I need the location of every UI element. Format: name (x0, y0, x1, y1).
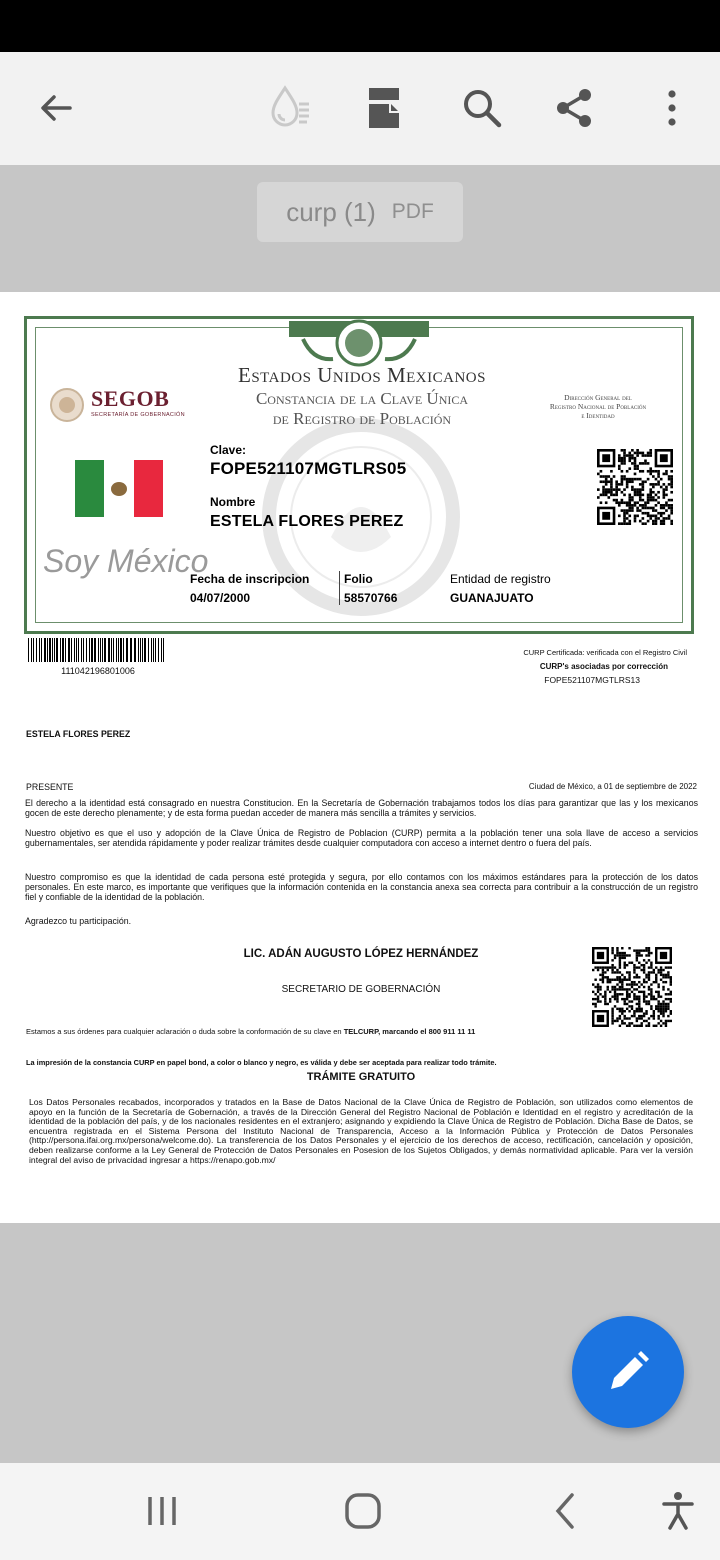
letter-place-date: Ciudad de México, a 01 de septiembre de 2022 (528, 782, 697, 791)
certificate-title-line1: Constancia de la Clave Única (255, 389, 469, 408)
direccion-general-label (503, 393, 693, 420)
qr-code (597, 449, 673, 525)
folio-divider (339, 571, 340, 605)
back-arrow-icon (36, 88, 76, 128)
entidad-registro-label: Entidad de registro (450, 572, 551, 586)
tramite-gratuito: TRÁMITE GRATUITO (306, 1071, 416, 1083)
file-extension: PDF (391, 200, 434, 223)
fecha-inscripcion-label: Fecha de inscripcion (190, 572, 310, 586)
system-nav-bar (0, 1463, 720, 1560)
direccion-line3: e Identidad (581, 411, 615, 420)
file-name-chip (257, 182, 463, 242)
share-button[interactable] (546, 80, 602, 136)
recent-apps-icon (145, 1494, 179, 1528)
back-chevron-icon (550, 1492, 580, 1530)
letter-paragraph-3: Nuestro compromiso es que la identidad de cada persona esté protegida y segura, por ello contamos con los máximos estándares para la protección de los datos personales. En este marco, es importante que verifiques que la información contenida en la constancia anexa sea correcta para contribuir a la construcción de un registro fiel y confiable de la identidad de la población. (25, 872, 698, 902)
edit-fab-button[interactable] (572, 1316, 684, 1428)
file-name: curp (1) (286, 196, 376, 227)
barcode-number: 111042196801006 (61, 666, 135, 676)
home-button[interactable] (331, 1479, 395, 1543)
entidad-registro-value: GUANAJUATO (450, 591, 534, 605)
curp-certificate (24, 316, 694, 634)
privacy-notice: Los Datos Personales recabados, incorporados y tratados en la Base de Datos Nacional de la Clave Única de Registro de Población, son utilizados como elementos de apoyo en la función de la Secretaría de Gobernación, a través de la Dirección General del Registro Nacional de Población e Identidad en el registro y acreditación de la identidad de la población del país, y de los nacionales residentes en el extranjero; asignando y expidiendo la Clave Única de Registro de Población. Dicha Base de Datos, se encuentra registrada en el Sistema Persona del Instituto Nacional de Transparencia, Acceso a la Información Pública y Protección de Datos Personales (http://persona.ifai.org.mx/persona/welcome.do). La transferencia de los Datos Personales y el ejercicio de los derechos de acceso, rectificación, cancelación y oposición, deben realizarse conforme a la Ley General de Protección de Datos Personales en Posesion de los Sujetos Obligados, y demás normatividad aplicable. Para ver la versión integral del aviso de privacidad ingresar a https://renapo.gob.mx/ (29, 1097, 693, 1165)
app-toolbar (0, 52, 720, 165)
watermark-button[interactable] (261, 80, 317, 136)
fecha-inscripcion-value: 04/07/2000 (190, 591, 251, 605)
more-vert-icon (666, 88, 678, 128)
segob-subtitle: SECRETARÍA DE GOBERNACIÓN (91, 412, 185, 418)
curp-certificada-note: CURP Certificada: verificada con el Registro Civil (523, 648, 687, 657)
back-nav-button[interactable] (533, 1479, 597, 1543)
folio-label: Folio (344, 572, 373, 586)
letter-presente: PRESENTE (26, 782, 74, 792)
certificate-title-line2: de Registro de Población (272, 409, 452, 428)
barcode (28, 638, 168, 662)
nombre-value: ESTELA FLORES PEREZ (210, 513, 404, 530)
document-view-button[interactable] (356, 80, 412, 136)
accessibility-icon (661, 1491, 695, 1531)
accessibility-button[interactable] (646, 1479, 710, 1543)
folio-value: 58570766 (344, 591, 398, 605)
more-options-button[interactable] (644, 80, 700, 136)
letter-recipient: ESTELA FLORES PEREZ (26, 729, 131, 739)
segob-seal-icon (49, 387, 85, 423)
status-bar (0, 0, 720, 52)
curp-asociada-value: FOPE521107MGTLRS13 (544, 675, 640, 685)
direccion-line1: Dirección General del (564, 393, 632, 402)
contact-note (26, 1027, 475, 1036)
watermark-icon (263, 82, 315, 134)
share-icon (552, 86, 596, 130)
home-icon (344, 1492, 382, 1530)
print-validity-note: La impresión de la constancia CURP en papel bond, a color o blanco y negro, es válida y debe ser aceptada para realizar todo trámite. (26, 1058, 497, 1067)
soy-mexico-text: Soy México (43, 543, 209, 579)
country-title: Estados Unidos Mexicanos (238, 363, 486, 387)
eagle-emblem-icon (289, 319, 429, 367)
letter-paragraph-2: Nuestro objetivo es que el uso y adopción de la Clave Única de Registro de Poblacion (CURP) permita a la población tener una sola llave de acceso a servicios gubernamentales, ser atendida rápidamente y poder realizar trámites desde cualquier computadora con acceso a internet dentro o fuera del país. (25, 828, 698, 848)
clave-value: FOPE521107MGTLRS05 (210, 459, 407, 478)
pdf-page[interactable] (0, 292, 720, 1223)
clave-label: Clave: (210, 443, 247, 457)
letter-paragraph-1: El derecho a la identidad está consagrado en nuestra Constitucion. En la Secretaría de Gobernación trabajamos todos los días para garantizar que las y los mexicanos gocen de este derecho plenamente; y de esta forma puedan acceder de manera más sencilla a trámites y servicios. (25, 798, 698, 818)
recent-apps-button[interactable] (130, 1479, 194, 1543)
qr-code-letter (592, 947, 672, 1027)
signer-name: LIC. ADÁN AUGUSTO LÓPEZ HERNÁNDEZ (243, 948, 479, 960)
direccion-line2: Registro Nacional de Población (549, 402, 647, 411)
curp-asociadas-label: CURP's asociadas por corrección (539, 662, 668, 671)
document-view-icon (364, 84, 404, 132)
search-icon (460, 86, 504, 130)
mexico-flag-icon (75, 460, 163, 517)
signer-title: SECRETARIO DE GOBERNACIÓN (281, 984, 441, 995)
back-button[interactable] (28, 80, 84, 136)
nombre-label: Nombre (210, 495, 256, 509)
search-button[interactable] (454, 80, 510, 136)
pencil-icon (605, 1349, 651, 1395)
contact-prefix: Estamos a sus órdenes para cualquier aclaración o duda sobre la conformación de su clave en (26, 1027, 344, 1036)
contact-phone: TELCURP, marcando el 800 911 11 11 (343, 1027, 476, 1036)
segob-logo-text: SEGOB (91, 386, 170, 411)
letter-thanks: Agradezco tu participación. (25, 916, 132, 926)
